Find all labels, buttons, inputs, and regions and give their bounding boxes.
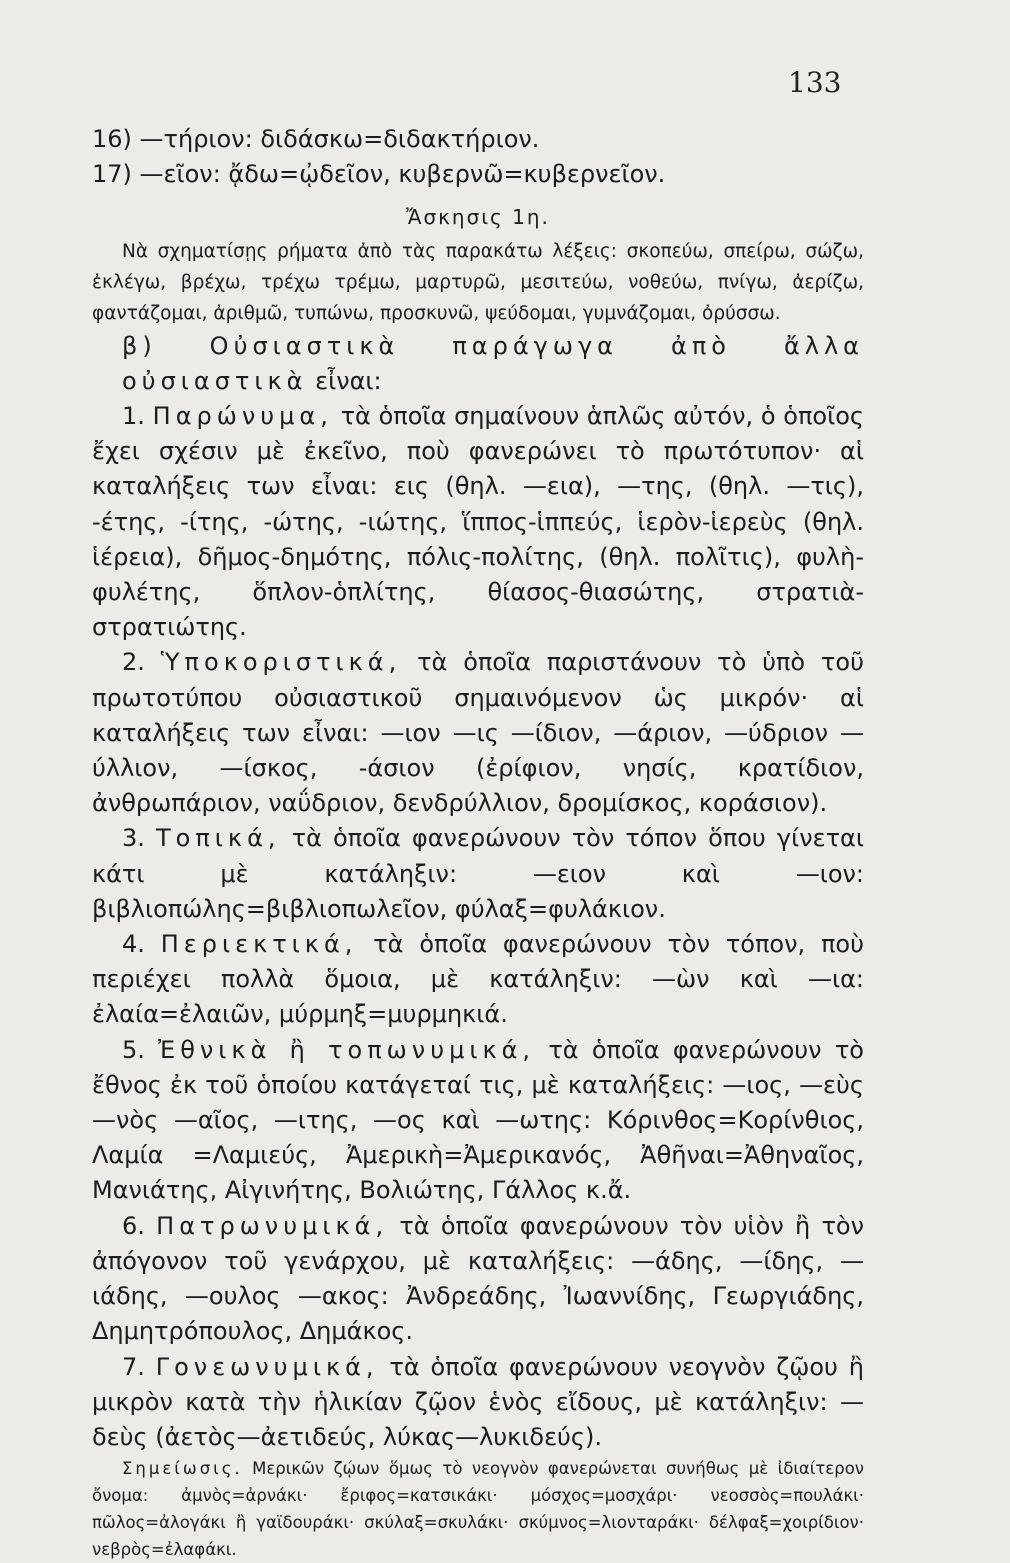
item-term: Ὑποκοριστικά, <box>160 648 402 677</box>
item-term: Γονεωνυμικά, <box>155 1352 379 1381</box>
item-text: τὰ ὁποῖα φανερώνουν νεογνὸν ζῷου ἢ μικρὸν κατὰ τὴν ἡλικίαν ζῷον ἑνὸς εἴδους, μὲ κατάληξιν: —δεὺς (ἀετὸς—ἀετιδεύς, λύκας—λυκιδεύς). <box>92 1352 864 1451</box>
item-number: 5. <box>122 1035 145 1064</box>
suffix-line-17: 17) —εῖον: ᾄδω=ᾠδεῖον, κυβερνῶ=κυβερνεῖον. <box>92 160 666 189</box>
exercise-heading: Ἄσκησις 1η. <box>406 205 550 230</box>
section-b-heading: β) Οὐσιαστικὰ παράγωγα ἀπὸ ἄλλα οὐσιαστικὰ <box>122 331 864 395</box>
item-7 <box>92 1350 864 1456</box>
item-term: Παρώνυμα, <box>152 402 333 431</box>
item-number: 7. <box>122 1352 145 1381</box>
exercise-text: Νὰ σχηματίσῃς ρήματα ἀπὸ τὰς παρακάτω λέξεις: σκοπεύω, σπείρω, σώζω, ἐκλέγω, βρέχω, τρέχω τρέμω, μαρτυρῶ, μεσιτεύω, νοθεύω, πνίγω, ἀερίζω, φαντάζομαι, ἀριθμῶ, τυπώνω, προσκυνῶ, ψεύδομαι, γυμνάζομαι, ὀρύσσω. <box>92 240 864 324</box>
item-number: 6. <box>122 1211 145 1240</box>
item-text: τὰ ὁποῖα παριστάνουν τὸ ὑπὸ τοῦ πρωτοτύπου οὐσιαστικοῦ σημαινόμενον ὡς μικρόν· αἱ καταλήξεις των εἶναι: —ιον —ις —ίδιον, —άριον, —ύδριον —ύλλιον, —ίσκος, -άσιον (ἐρίφιον, νησίς, κρατίδιον, ἀνθρωπάριον, ναΰδριον, δενδρύλλιον, δρομίσκος, κοράσιον). <box>92 648 864 818</box>
item-term: Ἐθνικὰ ἢ τοπωνυμικά, <box>158 1035 536 1064</box>
item-1 <box>92 399 864 645</box>
item-term: Πατρωνυμικά, <box>156 1211 389 1240</box>
note-text: Μερικῶν ζῴων ὅμως τὸ νεογνὸν φανερώνεται συνήθως μὲ ἰδιαίτερον ὄνομα: ἀμνὸς=ἀρνάκι· ἔριφος=κατσικάκι· μόσχος=μοσχάρι· νεοσσὸς=πουλάκι· πῶλος=ἀλογάκι ἢ γαϊδουράκι· σκύλαξ=σκυλάκι· σκύμνος=λιονταράκι· δέλφαξ=χοιρίδιον· νεβρὸς=ἐλαφάκι. <box>92 1459 865 1560</box>
item-text: τὰ ὁποῖα φανερώνουν τὸν τόπον ὅπου γίνεται κάτι μὲ κατάληξιν: —ειον καὶ —ιον: βιβλιοπώλης=βιβλιοπωλεῖον, φύλαξ=φυλάκιον. <box>92 824 864 923</box>
item-5 <box>92 1033 864 1209</box>
item-text: τὰ ὁποῖα φανερώνουν τὸν υἱὸν ἢ τὸν ἀπόγονον τοῦ γενάρχου, μὲ καταλήξεις: —άδης, —ίδης, —ιάδης, —ουλος —ακος: Ἀνδρεάδης, Ἰωαννίδης, Γεωργιάδης, Δημητρόπουλος, Δημάκος. <box>92 1211 864 1346</box>
note-paragraph <box>92 1455 864 1563</box>
section-b-tail: εἶναι: <box>315 366 382 395</box>
item-term: Περιεκτικά, <box>160 930 358 959</box>
page-text <box>92 122 864 1563</box>
note-label: Σημείωσις. <box>122 1459 243 1479</box>
item-term: Τοπικά, <box>156 824 281 853</box>
item-text: τὰ ὁποῖα φανερώνουν τὸν τόπον, ποὺ περιέχει πολλὰ ὅμοια, μὲ κατάληξιν: —ὼν καὶ —ια: ἐλαία=ἐλαιῶν, μύρμηξ=μυρμηκιά. <box>92 930 864 1029</box>
item-3 <box>92 821 864 927</box>
item-4 <box>92 927 864 1033</box>
item-number: 4. <box>122 930 145 959</box>
item-text: τὰ ὁποῖα φανερώνουν τὸ ἔθνος ἐκ τοῦ ὁποίου κατάγεταί τις, μὲ καταλήξεις: —ιος, —εὺς —νὸς —αῖος, —ιτης, —ος καὶ —ωτης: Κόρινθος=Κορίνθιος, Λαμία =Λαμιεύς, Ἀμερικὴ=Ἀμερικανός, Ἀθῆναι=Ἀθηναῖος, Μανιάτης, Αἰγινήτης, Βολιώτης, Γάλλος κ.ἄ. <box>92 1035 864 1205</box>
item-number: 1. <box>122 402 145 431</box>
item-2 <box>92 645 864 821</box>
page-number: 133 <box>788 66 842 99</box>
item-6 <box>92 1209 864 1350</box>
section-b-paragraph <box>92 329 864 399</box>
item-text: τὰ ὁποῖα σημαίνουν ἁπλῶς αὐτόν, ὁ ὁποῖος ἔχει σχέσιν μὲ ἐκεῖνο, ποὺ φανερώνει τὸ πρωτότυπον· αἱ καταλήξεις των εἶναι: εις (θηλ. —εια), —της, (θηλ. —τις), -έτης, -ίτης, -ώτης, -ιώτης, ἵππος-ἱππεύς, ἱερὸν-ἱερεὺς (θηλ. ἱέρεια), δῆμος-δημότης, πόλις-πολίτης, (θηλ. πολῖτις), φυλὴ-φυλέτης, ὅπλον-ὁπλίτης, θίασος-θιασώτης, στρατιὰ-στρατιώτης. <box>92 402 864 642</box>
item-number: 3. <box>122 824 145 853</box>
suffix-line-16: 16) —τήριον: διδάσκω=διδακτήριον. <box>92 125 540 153</box>
item-number: 2. <box>122 648 145 677</box>
